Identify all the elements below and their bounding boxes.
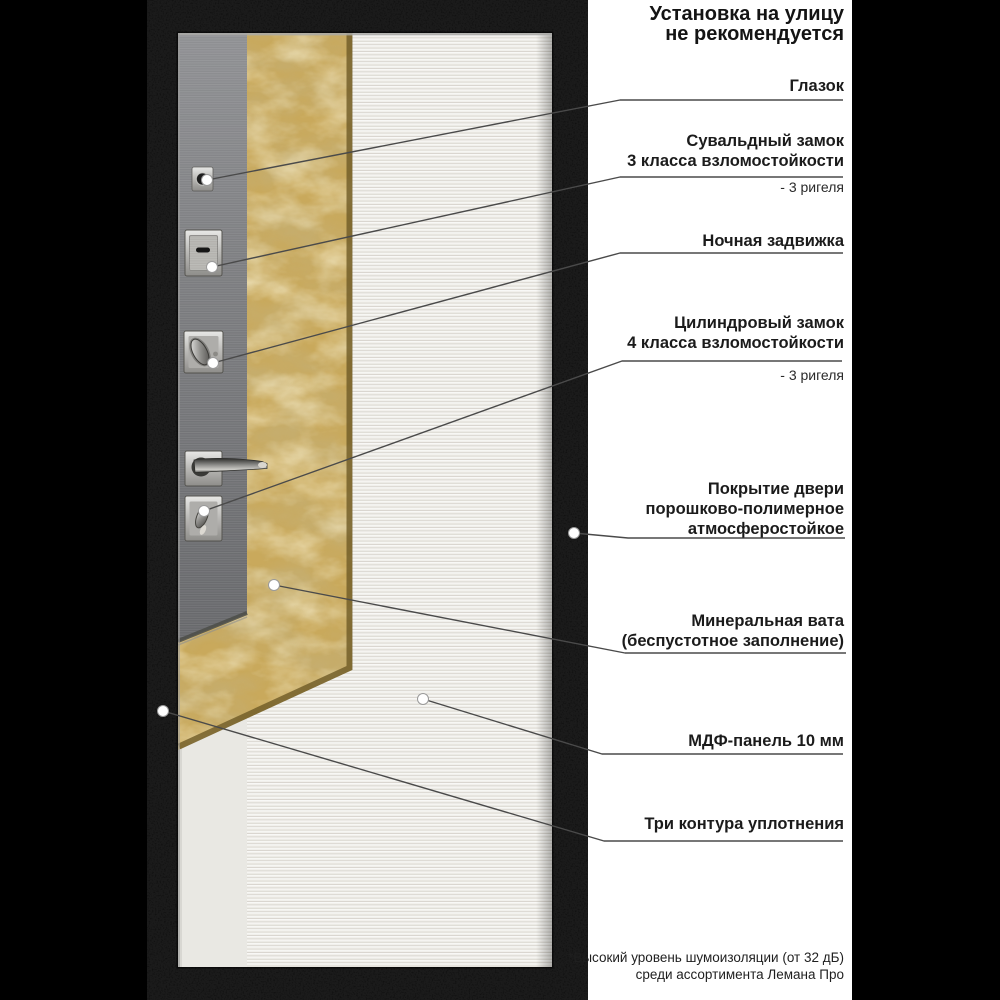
callout-label-mineral-wool: Минеральная вата (беспустотное заполнение) bbox=[621, 612, 844, 650]
lever-lock-escutcheon bbox=[185, 230, 222, 276]
callout-label-cylinder-lock: Цилиндровый замок 4 класса взломостойкости bbox=[627, 314, 844, 352]
night-latch-hardware bbox=[184, 331, 223, 373]
callout-label-lever-lock: Сувальдный замок 3 класса взломостойкости bbox=[627, 132, 844, 170]
top-seam-highlight bbox=[178, 33, 552, 35]
footnote: *Высокий уровень шумоизоляции (от 32 дБ) среди ассортимента Лемана Про bbox=[568, 950, 844, 982]
callout-sub-lever-lock: - 3 ригеля bbox=[780, 179, 844, 195]
cylinder-lock-escutcheon bbox=[185, 496, 222, 541]
callout-label-night-latch: Ночная задвижка bbox=[702, 232, 844, 250]
warning-title: Установка на улицу не рекомендуется bbox=[649, 3, 844, 45]
left-black-bar bbox=[0, 0, 147, 1000]
right-black-bar bbox=[852, 0, 1000, 1000]
callout-label-door-seals: Три контура уплотнения bbox=[644, 815, 844, 833]
callout-label-door-coating: Покрытие двери порошково-полимерное атмосферостойкое bbox=[645, 480, 844, 538]
callout-label-mdf-panel: МДФ-панель 10 мм bbox=[688, 732, 844, 750]
callout-sub-cylinder-lock: - 3 ригеля bbox=[780, 367, 844, 383]
peephole-hardware bbox=[192, 167, 213, 191]
left-seam-highlight bbox=[178, 33, 180, 967]
door-cutaway-photo bbox=[147, 0, 588, 1000]
callout-label-peephole: Глазок bbox=[789, 77, 844, 95]
